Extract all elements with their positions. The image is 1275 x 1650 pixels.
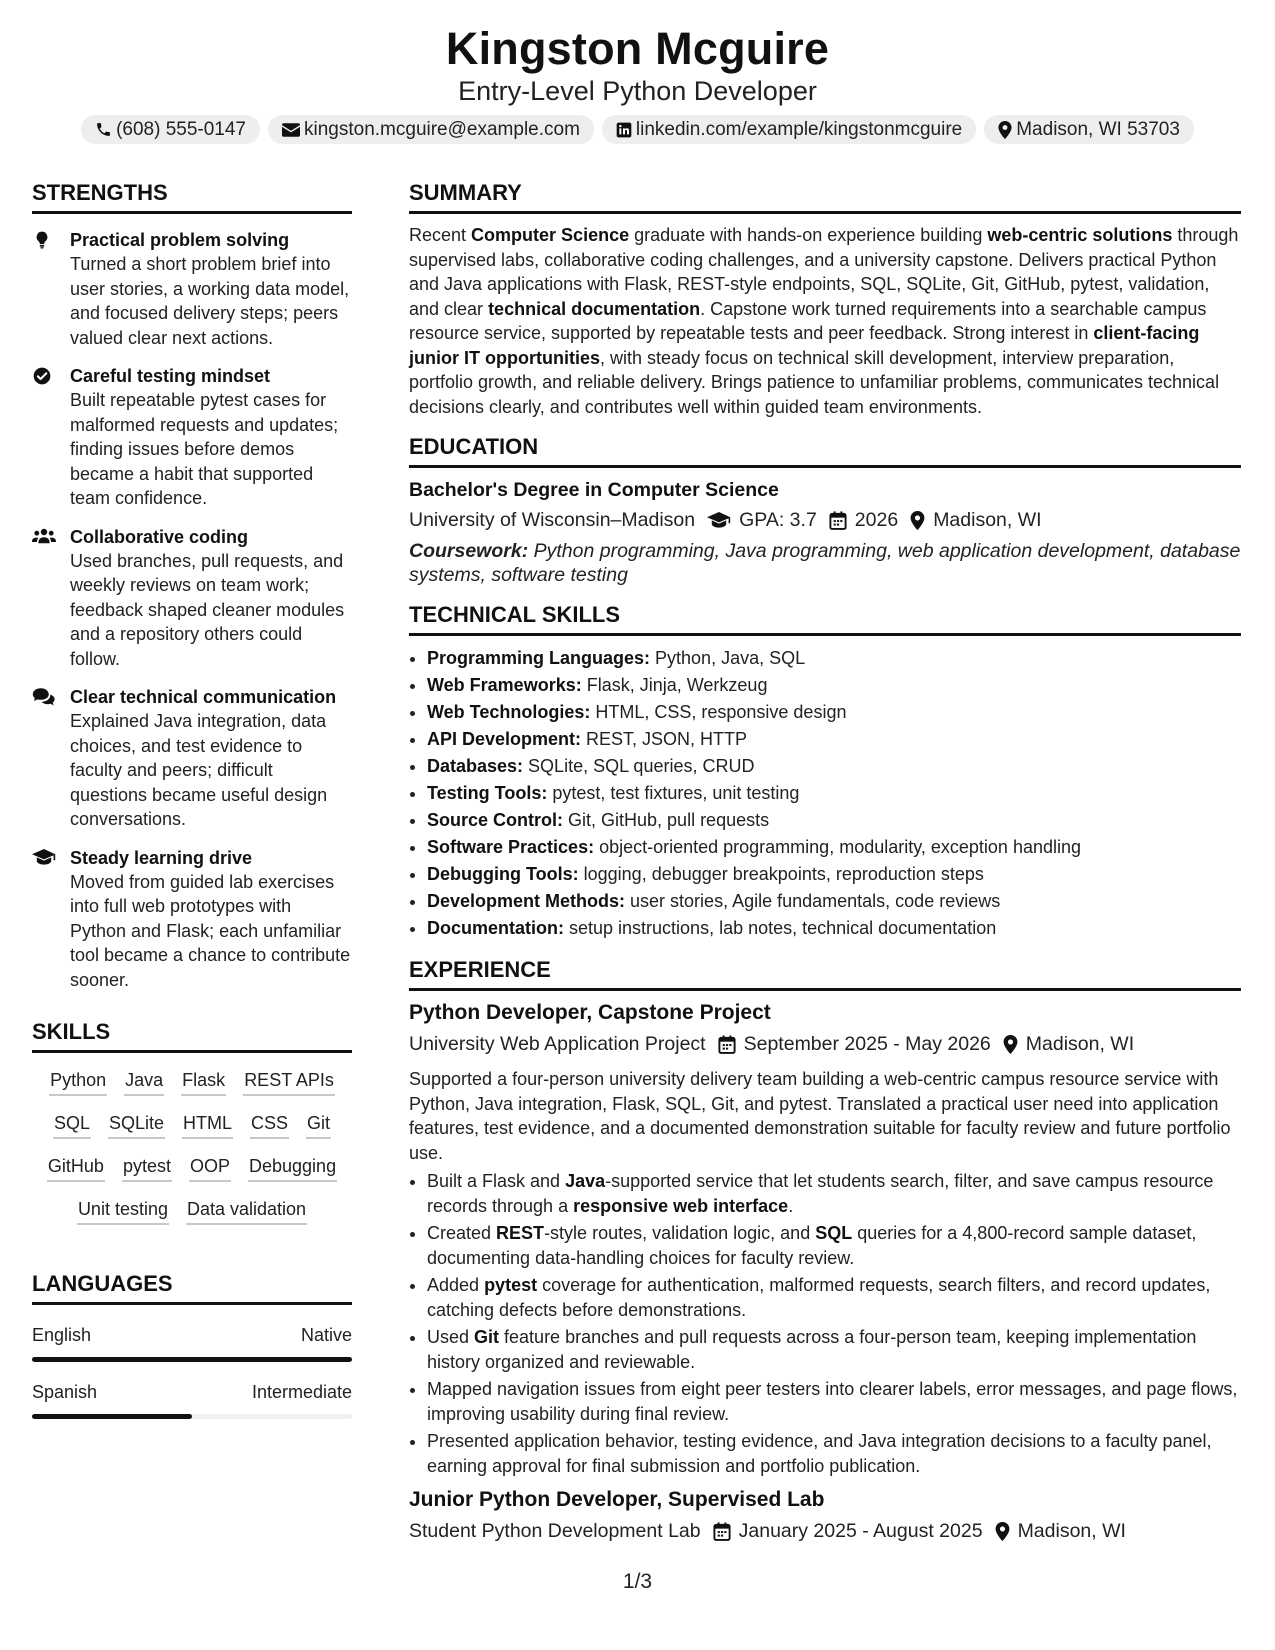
strength-title: Collaborative coding [70,526,249,547]
skill-values: Git, GitHub, pull requests [563,810,770,830]
users-icon [32,527,56,545]
degree-title: Bachelor's Degree in Computer Science [409,479,779,501]
language-name: Spanish [32,1382,98,1402]
job-organization: University Web Application Project [409,1033,706,1055]
job-title: Junior Python Developer, Supervised Lab [409,1488,825,1511]
skill-tag: Git [306,1109,331,1139]
body-text: -style routes, validation logic, and [544,1223,816,1243]
strength-item [32,685,352,832]
strength-item [32,364,352,511]
language-level: Native [300,1325,352,1345]
technical-skills-section [409,600,1241,942]
list-item [427,1169,1241,1218]
skill-category: Debugging Tools: [427,864,579,884]
graduation-cap-icon [707,511,731,529]
skill-tag: HTML [182,1109,233,1139]
list-item [427,672,1241,699]
gpa: GPA: 3.7 [739,509,817,531]
skill-values: Flask, Jinja, Werkzeug [581,675,768,695]
graduation-year: 2026 [854,509,899,531]
list-item [427,915,1241,942]
candidate-name: Kingston Mcguire [445,23,830,74]
job-meta [409,1030,1241,1058]
location-contact [984,115,1194,144]
language-item [32,1323,352,1362]
list-item [427,780,1241,807]
education-section [409,432,1241,587]
technical-skills-heading: TECHNICAL SKILLS [409,600,1241,636]
map-pin-icon [998,121,1012,139]
skill-values: user stories, Agile fundamentals, code reviews [625,891,1001,911]
emphasis-text: Java [565,1171,606,1191]
calendar-icon [713,1522,731,1541]
strength-description: Used branches, pull requests, and weekly reviews on team work; feedback shaped cleaner modules and a repository others could follow. [70,550,345,669]
body-text: coverage for authentication, malformed requests, search filters, and record updates, catching defects before demonstrations. [427,1275,1211,1320]
emphasis-text: REST [496,1223,545,1243]
summary-section [409,178,1241,419]
job-location: Madison, WI [1025,1033,1135,1055]
proficiency-bar [32,1414,352,1419]
emphasis-text: Git [474,1327,500,1347]
skill-category: Databases: [427,756,524,776]
comments-icon [32,687,56,707]
body-text: Mapped navigation issues from eight peer testers into clearer labels, error messages, and page flows, improving usability during final review. [427,1379,1238,1424]
job-title: Python Developer, Capstone Project [409,1001,771,1024]
job-meta [409,1517,1241,1545]
skill-tag: Debugging [248,1152,337,1182]
body-text: queries for a 4,800-record sample dataset, documenting data-handling choices for faculty review. [427,1223,1197,1268]
list-item [427,834,1241,861]
skill-category: Testing Tools: [427,783,548,803]
job-organization: Student Python Development Lab [409,1520,701,1542]
strength-title: Steady learning drive [70,847,253,868]
strength-description: Explained Java integration, data choices, and test evidence to faculty and peers; difficult questions became useful design conversations. [70,711,328,829]
linkedin-contact[interactable] [602,115,976,144]
map-pin-icon [1003,1035,1018,1054]
skill-values: REST, JSON, HTTP [581,729,748,749]
list-item [427,1273,1241,1322]
body-text: Added [427,1275,485,1295]
list-item [427,1377,1241,1426]
proficiency-fill [32,1414,192,1419]
skill-tag: REST APIs [243,1066,335,1096]
list-item [427,1221,1241,1270]
skill-category: Documentation: [427,918,564,938]
list-item [427,807,1241,834]
skill-values: HTML, CSS, responsive design [590,702,847,722]
skill-tag: Unit testing [77,1195,169,1225]
skills-section [32,1017,352,1225]
experience-section [409,955,1241,1545]
skill-tag: Java [124,1066,164,1096]
graduation-cap-icon [32,848,56,866]
education-heading: EDUCATION [409,432,1241,468]
skill-tag: Data validation [186,1195,307,1225]
education-meta [409,506,1241,534]
skill-values: setup instructions, lab notes, technical documentation [564,918,997,938]
coursework-label: Coursework: [409,540,529,562]
skill-tag: pytest [122,1152,172,1182]
coursework [409,539,1241,587]
emphasis-text: pytest [484,1275,538,1295]
emphasis-text: SQL [815,1223,853,1243]
body-text: -supported service that let students search, filter, and save campus resource records through a [427,1171,1214,1216]
skill-tag: SQLite [108,1109,165,1139]
body-text: . [788,1195,794,1216]
resume-header [0,22,1275,144]
emphasis-text: Computer Science [471,225,630,245]
skill-tag: SQL [53,1109,91,1139]
phone-text: (608) 555-0147 [116,118,246,140]
body-text: graduate with hands-on experience building [629,225,988,245]
emphasis-text: client-facing junior IT opportunities [409,323,1200,368]
phone-icon [95,121,112,138]
skill-values: Python, Java, SQL [650,648,806,668]
summary-heading: SUMMARY [409,178,1241,214]
list-item [427,1429,1241,1478]
skill-category: Programming Languages: [427,648,651,668]
body-text: through supervised labs, collaborative coding challenges, and a university capstone. Delivers practical Python and Java applications with Flask, REST-style endpoints, SQL, SQLite, Git, GitHub, pytest, validation, and clear [409,225,1239,319]
body-text: Built a Flask and [427,1171,566,1191]
body-text: . Capstone work turned requirements into a searchable campus resource service, supported by repeatable tests and peer feedback. Strong interest in [409,298,1207,343]
list-item [427,753,1241,780]
email-contact[interactable] [268,115,594,144]
list-item [427,645,1241,672]
linkedin-icon [616,122,632,138]
body-text: Used [427,1327,475,1347]
map-pin-icon [910,511,925,530]
skill-values: logging, debugger breakpoints, reproduction steps [578,864,984,884]
language-level: Intermediate [251,1382,352,1402]
strength-item [32,228,352,350]
body-text: Presented application behavior, testing evidence, and Java integration decisions to a faculty panel, earning approval for final submission and portfolio publication. [427,1431,1212,1476]
summary-text [409,223,1241,419]
skill-tag: OOP [189,1152,231,1182]
linkedin-text: linkedin.com/example/kingstonmcguire [635,118,963,140]
strength-description: Turned a short problem brief into user stories, a working data model, and focused delivery steps; peers valued clear next actions. [70,254,350,348]
strength-description: Built repeatable pytest cases for malformed requests and updates; finding issues before demos became a habit that supported team confidence. [70,390,339,508]
skill-values: SQLite, SQL queries, CRUD [523,756,755,776]
strength-title: Careful testing mindset [70,366,271,386]
job-location: Madison, WI [1017,1520,1126,1542]
strength-item [32,525,352,672]
skill-tag: GitHub [47,1152,105,1182]
languages-heading: LANGUAGES [32,1269,352,1305]
candidate-title: Entry-Level Python Developer [458,76,817,106]
proficiency-fill [32,1357,352,1362]
skill-category: Web Technologies: [427,702,591,722]
strengths-heading: STRENGTHS [32,178,352,214]
job-entry [409,1486,1241,1545]
job-dates: January 2025 - August 2025 [738,1520,983,1542]
languages-section [32,1269,352,1419]
experience-heading: EXPERIENCE [409,955,1241,991]
emphasis-text: web-centric solutions [987,225,1173,245]
language-item [32,1380,352,1419]
job-bullets [409,1169,1241,1478]
strength-description: Moved from guided lab exercises into full web prototypes with Python and Flask; each unfamiliar tool became a chance to contribute sooner. [70,871,351,990]
list-item [427,726,1241,753]
job-description: Supported a four-person university delivery team building a web-centric campus resource service with Python, Java integration, Flask, SQL, Git, and pytest. Translated a practical user need into application features, test evidence, and a documented demonstration suitable for faculty review and future portfolio use. [409,1069,1231,1163]
coursework-list: Python programming, Java programming, web application development, database systems, software testing [409,540,1241,586]
strengths-section [32,178,352,992]
job-dates: September 2025 - May 2026 [743,1033,991,1055]
skill-values: pytest, test fixtures, unit testing [547,783,800,803]
skills-heading: SKILLS [32,1017,352,1053]
language-name: English [32,1325,92,1345]
emphasis-text: technical documentation [488,298,701,319]
strength-item [32,846,352,993]
technical-skills-list [409,645,1241,942]
skill-category: API Development: [427,729,582,749]
body-text: Recent [409,225,472,245]
job-entry [409,999,1241,1478]
skill-values: object-oriented programming, modularity, exception handling [594,837,1082,857]
school-name: University of Wisconsin–Madison [409,509,696,531]
list-item [427,1325,1241,1374]
skill-tag: Python [49,1066,107,1096]
skill-category: Source Control: [427,810,564,830]
skill-category: Development Methods: [427,891,626,911]
list-item [427,888,1241,915]
envelope-icon [282,123,300,137]
calendar-icon [718,1035,736,1054]
body-text: Created [427,1223,497,1243]
location-text: Madison, WI 53703 [1016,118,1180,140]
education-location: Madison, WI [933,509,1042,531]
list-item [427,699,1241,726]
contact-bar [0,115,1275,144]
skill-category: Web Frameworks: [427,675,582,695]
phone-contact[interactable] [81,115,260,144]
email-text: kingston.mcguire@example.com [304,118,580,140]
calendar-icon [829,511,847,530]
skill-tag: CSS [250,1109,289,1139]
skill-tag: Flask [181,1066,226,1096]
body-text: feature branches and pull requests across a four-person team, keeping implementation history organized and reviewable. [427,1327,1197,1372]
skill-category: Software Practices: [427,837,595,857]
check-circle-icon [32,366,52,386]
skill-tags [32,1066,352,1225]
emphasis-text: responsive web interface [573,1195,789,1216]
strength-title: Practical problem solving [70,230,290,250]
list-item [427,861,1241,888]
page-number: 1/3 [622,1570,653,1593]
left-column [32,178,352,1419]
map-pin-icon [995,1522,1010,1541]
strength-title: Clear technical communication [70,687,337,707]
body-text: , with steady focus on technical skill development, interview preparation, portfolio growth, and reliable delivery. Brings patience to unfamiliar problems, communicates technical decisions clearly, and contributes well within guided team environments. [409,347,1220,417]
lightbulb-icon [32,230,52,250]
proficiency-bar [32,1357,352,1362]
right-column [409,178,1241,1545]
